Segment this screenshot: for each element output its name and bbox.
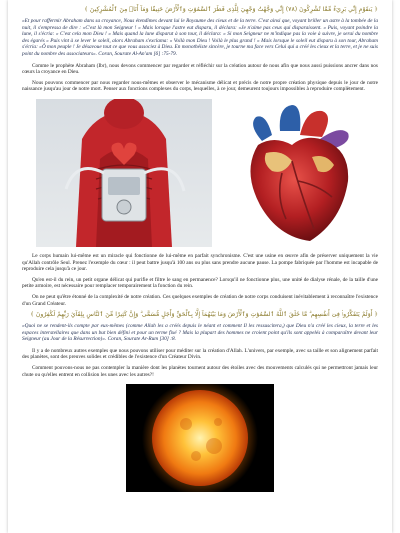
paragraph-planets: Comment pouvons-nous ne pas contempler la manière dont les planètes tournent autour des étoiles avec des mouvements calculés qui ne permettront jamais leur chute ou qu'elles entrent en collision les unes avec les autres?! bbox=[22, 365, 378, 378]
paragraph-body-intro: Nous pouvons commencer par nous regarder nous-mêmes et observer le mécanisme délicat et précis de notre propre création physique depuis le jour de notre naissance jusqu'au jour de notre mort. Penser aux fonctions complexes du corps, lesquelles, à ce jour, demeurent toujours impossibles à reproduire complètement. bbox=[22, 79, 378, 93]
human-body-illustration bbox=[36, 99, 212, 247]
paragraph-universe: Il y a de nombreux autres exemples que nous pouvons utiliser pour méditer sur la création d'Allah. L'univers, par exemple, avec sa taille et son alignement parfait des planètes, sont des preuves solides et crédibles de l'existence d'un Créateur Divin. bbox=[22, 347, 378, 361]
illustrations-row bbox=[22, 99, 378, 247]
quran-verse-arabic-1: ﴿ يَنقَوْمِ إِنِّي بَرِيٓءٌ مِّمَّا تُشْرِكُونَ (٧٨) إِنِّي وَجَّهْتُ وَجْهِيَ لِلَّذِى فَطَرَ ٱلسَّمَٰوَٰتِ وَٱلْأَرْضَ حَنِيفًا وَمَآ أَنَا۠ مِنَ ٱلْمُشْرِكِينَ ﴾ bbox=[84, 6, 378, 13]
paragraph-body-miracle: Le corps humain lui-même est un miracle qui fonctionne de lui-même en parfait synchronisme. C'est une usine en œuvre afin de préserver uniquement la vie qu'Allah contrôle Seul. Prenez l'exemple du cœur : il peut battre jusqu'à 100 ans ou plus sans prendre aucune pause. La pompe fabriquée par l'homme est incapable de reproduire cela jusqu'à ce jour. bbox=[22, 252, 378, 273]
quran-verse-arabic-2: ﴿ أَوَلَمْ يَتَفَكَّرُوا۟ فِىٓ أَنفُسِهِم ۗ مَّا خَلَقَ ٱللَّهُ ٱلسَّمَٰوَٰتِ وَٱلْأَرْضَ وَمَا بَيْنَهُمَآ إِلَّا بِٱلْحَقِّ وَأَجَلٍ مُّسَمًّى ۗ وَإِنَّ كَثِيرًا مِّنَ ٱلنَّاسِ بِلِقَآئِ رَبِّهِمْ لَكَٰفِرُونَ ﴾ bbox=[30, 311, 378, 319]
paragraph-complexity: On ne peut qu'être étonné de la complexité de notre création. Ces quelques exemples de création de notre corps conduisent inévitablement à reconnaître l'existence d'un Grand Créateur. bbox=[22, 293, 378, 307]
heart-illustration bbox=[222, 101, 368, 247]
quran-verse-translation-1: «Et pour raffermir Abraham dans sa croyance, Nous étendîmes devant lui le Royaume des cieux et de la terre. C'est ainsi que, voyant briller un astre à la tombée de la nuit, il s'empressa de dire : «C'est là mon Seigneur ! » Mais lorsque l'astre eut disparu, il déclara: «Je n'aime pas ceux qui disparaissent. » Puis, voyant poindre la lune, il s'écria: « C'est cela mon Dieu ! » Mais quand la lune disparut à son tour, il déclara: « Si mon Seigneur ne m'indique pas la voie à suivre, je serai du nombre des égarés » Puis vint à se lever le soleil, alors Abraham s'exclama: « Voilà mon Dieu ! Voilà le plus grand ! » Mais lorsque le soleil eut disparu à son tour, Abraham s'écria: «Ô mon peuple ! Je désavoue tout ce que vous associez à Dieu. En monothéiste sincère, je tourne ma face vers Celui qui a créé les cieux et la terre, et je ne suis point du nombre des associateurs». Coran, Sourate Al-An'am [6] :75-79. bbox=[22, 18, 378, 57]
sun-illustration bbox=[126, 384, 274, 492]
paragraph-kidney: Qu'en est-il du rein, un petit organe délicat qui purifie et filtre le sang en permanence? Lorsqu'il ne fonctionne plus, une unité de dialyse rénale, de la taille d'une petite armoire, est nécessaire pour remplacer temporairement la fonction du rein. bbox=[22, 276, 378, 290]
paragraph-abraham: Comme le prophète Abraham (Ibr), nous devons commencer par regarder et réfléchir sur la création autour de nous afin que nous aussi puissions ancrer dans nos cœurs la croyance en Dieu. bbox=[22, 62, 378, 76]
document-page bbox=[8, 0, 392, 533]
quran-verse-translation-2: «Quoi ne se rendent-ils compte par eux-mêmes (comme Allah les a créés depuis le néant et comment Il les ressuscitera,) que Dieu n'a créé les cieux, la terre et les espaces interstellaires que dans un but bien défini et pour un terme fixé ? Mais la plupart des hommes ne croient point qu'ils sont appelés à comparaître devant leur Seigneur (au Jour de la Résurrection)». Coran, Sourate Ar-Rum [30] :8. bbox=[22, 323, 378, 343]
